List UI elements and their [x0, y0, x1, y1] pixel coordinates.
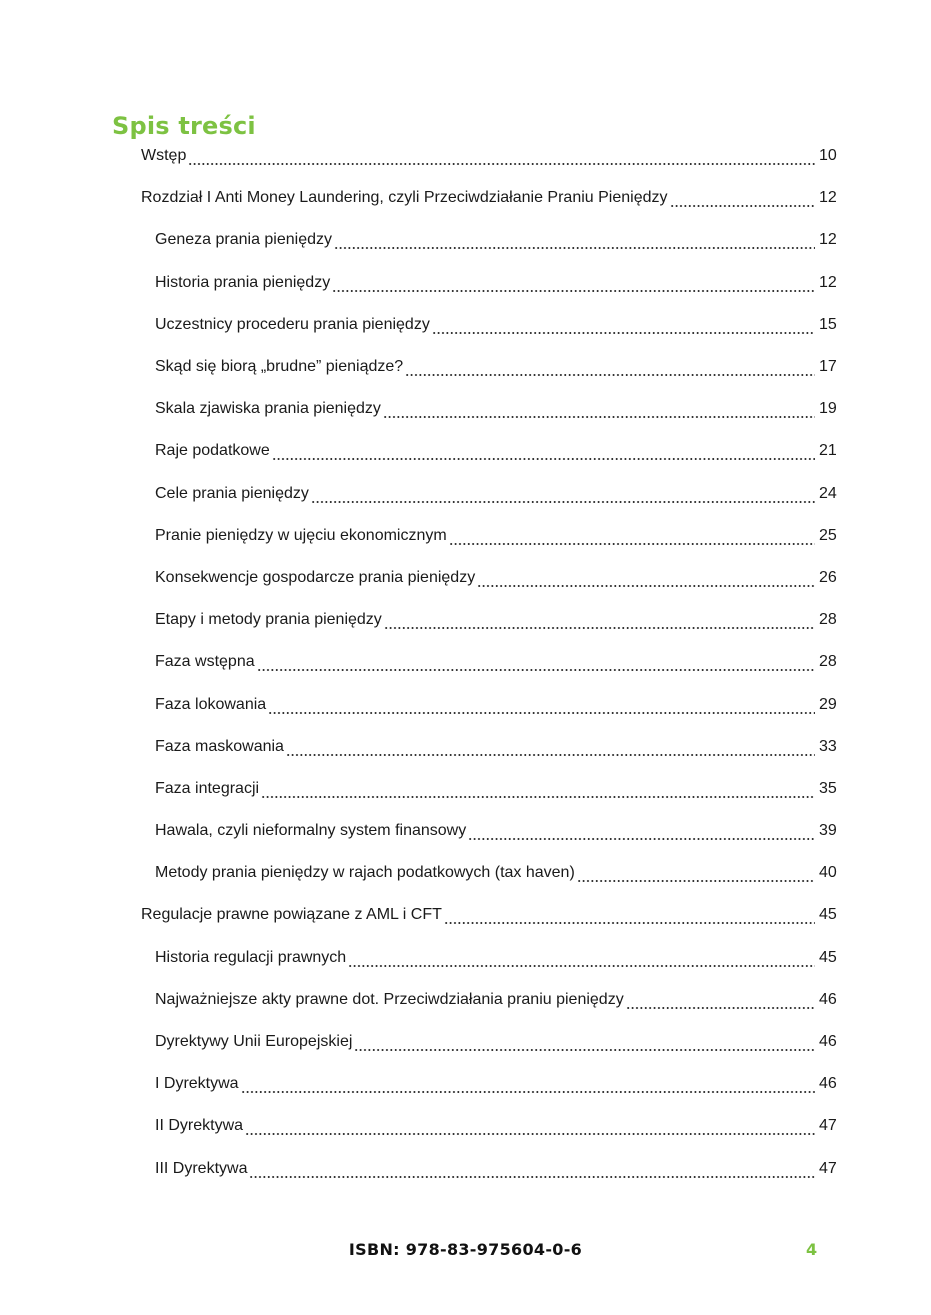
- toc-entry-title: II Dyrektywa: [155, 1117, 244, 1135]
- toc-entry-title: Faza lokowania: [155, 695, 267, 713]
- toc-entry-page: [819, 569, 931, 587]
- toc-entry-page: [819, 274, 931, 292]
- toc-entry-page: [819, 780, 931, 798]
- toc-entry[interactable]: [0, 177, 931, 219]
- toc-entry-title: Metody prania pieniędzy w rajach podatkowych (tax haven): [155, 864, 575, 882]
- toc-entry-title: Dyrektywy Unii Europejskiej: [155, 1033, 353, 1051]
- toc-entry-page: [819, 906, 931, 924]
- toc-entry-title: Pranie pieniędzy w ujęciu ekonomicznym: [155, 526, 447, 544]
- toc-page-number: 45: [819, 948, 837, 966]
- toc-entry-page: [819, 485, 931, 503]
- toc-entry[interactable]: [0, 810, 931, 852]
- toc-entry[interactable]: [0, 1105, 931, 1147]
- toc-page-number: 29: [819, 695, 837, 713]
- toc-entry-page: [819, 1075, 931, 1093]
- toc-entry[interactable]: [0, 1148, 931, 1190]
- toc-entry-page: [819, 231, 931, 249]
- dot-leader: [577, 867, 815, 883]
- toc-entry-page: [819, 822, 931, 840]
- toc-entry[interactable]: [0, 262, 931, 304]
- dot-leader: [449, 530, 815, 546]
- toc-page-number: 10: [819, 147, 837, 165]
- dot-leader: [249, 1163, 815, 1179]
- page-title: Spis treści: [112, 112, 256, 140]
- toc-page-number: 47: [819, 1159, 837, 1177]
- dot-leader: [334, 234, 815, 250]
- toc-page-number: 28: [819, 611, 837, 629]
- footer-isbn: ISBN: 978-83-975604-0-6: [348, 1240, 583, 1259]
- toc-page-number: 25: [819, 526, 837, 544]
- toc-entry-page: [819, 147, 931, 165]
- toc-entry-page: [819, 991, 931, 1009]
- toc-entry[interactable]: [0, 557, 931, 599]
- toc-page-number: 46: [819, 990, 837, 1008]
- toc-entry[interactable]: [0, 346, 931, 388]
- toc-entry-title: Hawala, czyli nieformalny system finansowy: [155, 822, 467, 840]
- toc-entry[interactable]: [0, 894, 931, 936]
- toc-entry-title: Faza wstępna: [155, 653, 255, 671]
- dot-leader: [348, 952, 815, 968]
- dot-leader: [188, 150, 815, 166]
- toc-entry-title: Regulacje prawne powiązane z AML i CFT: [141, 906, 442, 924]
- dot-leader: [354, 1036, 815, 1052]
- dot-leader: [268, 699, 815, 715]
- toc-page-number: 24: [819, 484, 837, 502]
- dot-leader: [245, 1120, 815, 1136]
- toc-entry-title: Wstęp: [141, 147, 187, 165]
- toc-page-number: 46: [819, 1075, 837, 1093]
- toc-entry-page: [819, 611, 931, 629]
- toc-page-number: 12: [819, 189, 837, 207]
- toc-page-number: 17: [819, 358, 837, 376]
- toc-entry-title: Skala zjawiska prania pieniędzy: [155, 400, 381, 418]
- toc-entry-page: [819, 527, 931, 545]
- toc-entry[interactable]: [0, 304, 931, 346]
- toc-entry[interactable]: [0, 1021, 931, 1063]
- toc-entry-title: Najważniejsze akty prawne dot. Przeciwdziałania praniu pieniędzy: [155, 990, 624, 1008]
- toc-entry-title: III Dyrektywa: [155, 1159, 248, 1177]
- toc-entry[interactable]: [0, 1063, 931, 1105]
- toc-entry-title: I Dyrektywa: [155, 1075, 239, 1093]
- toc-page-number: 15: [819, 315, 837, 333]
- table-of-contents: [0, 135, 931, 1190]
- dot-leader: [477, 572, 815, 588]
- footer-page-number: 4: [806, 1240, 818, 1259]
- toc-entry-title: Historia regulacji prawnych: [155, 948, 347, 966]
- toc-entry[interactable]: [0, 937, 931, 979]
- toc-page-number: 47: [819, 1117, 837, 1135]
- toc-page-number: 12: [819, 273, 837, 291]
- toc-entry-title: Etapy i metody prania pieniędzy: [155, 611, 382, 629]
- dot-leader: [432, 319, 815, 335]
- toc-entry[interactable]: [0, 726, 931, 768]
- toc-entry-page: [819, 1033, 931, 1051]
- dot-leader: [384, 614, 815, 630]
- toc-page-number: 35: [819, 779, 837, 797]
- toc-entry-title: Raje podatkowe: [155, 442, 270, 460]
- toc-page-number: 39: [819, 822, 837, 840]
- toc-entry[interactable]: [0, 135, 931, 177]
- toc-page-number: 45: [819, 906, 837, 924]
- dot-leader: [468, 825, 815, 841]
- toc-entry[interactable]: [0, 641, 931, 683]
- toc-entry-page: [819, 864, 931, 882]
- toc-entry-page: [819, 400, 931, 418]
- toc-entry-title: Skąd się biorą „brudne” pieniądze?: [155, 358, 404, 376]
- dot-leader: [383, 403, 815, 419]
- toc-entry-page: [819, 442, 931, 460]
- toc-entry[interactable]: [0, 768, 931, 810]
- toc-entry-page: [819, 189, 931, 207]
- toc-entry[interactable]: [0, 430, 931, 472]
- toc-page-number: 21: [819, 442, 837, 460]
- toc-entry-title: Geneza prania pieniędzy: [155, 231, 333, 249]
- dot-leader: [405, 361, 815, 377]
- toc-entry-page: [819, 1117, 931, 1135]
- dot-leader: [670, 192, 816, 208]
- toc-entry-page: [819, 738, 931, 756]
- toc-entry-page: [819, 316, 931, 334]
- toc-entry-page: [819, 653, 931, 671]
- toc-entry-page: [819, 1160, 931, 1178]
- toc-entry[interactable]: [0, 599, 931, 641]
- dot-leader: [286, 741, 815, 757]
- toc-page-number: 46: [819, 1033, 837, 1051]
- toc-entry-page: [819, 696, 931, 714]
- toc-entry-title: Konsekwencje gospodarcze prania pieniędzy: [155, 568, 476, 586]
- toc-entry-page: [819, 358, 931, 376]
- toc-entry[interactable]: [0, 473, 931, 515]
- dot-leader: [444, 909, 815, 925]
- toc-entry[interactable]: [0, 979, 931, 1021]
- toc-entry-title: Cele prania pieniędzy: [155, 484, 309, 502]
- toc-entry-page: [819, 949, 931, 967]
- toc-page-number: 40: [819, 864, 837, 882]
- toc-page-number: 19: [819, 400, 837, 418]
- dot-leader: [272, 445, 815, 461]
- toc-entry-title: Faza maskowania: [155, 737, 284, 755]
- toc-entry[interactable]: [0, 219, 931, 261]
- toc-entry-title: Faza integracji: [155, 779, 260, 797]
- toc-page-number: 26: [819, 568, 837, 586]
- toc-entry[interactable]: [0, 515, 931, 557]
- toc-entry-title: Uczestnicy procederu prania pieniędzy: [155, 315, 430, 333]
- toc-entry[interactable]: [0, 683, 931, 725]
- toc-entry[interactable]: [0, 388, 931, 430]
- dot-leader: [257, 656, 815, 672]
- dot-leader: [332, 277, 815, 293]
- toc-entry[interactable]: [0, 852, 931, 894]
- dot-leader: [261, 783, 815, 799]
- dot-leader: [626, 994, 815, 1010]
- toc-page-number: 12: [819, 231, 837, 249]
- toc-entry-title: Rozdział I Anti Money Laundering, czyli Przeciwdziałanie Praniu Pieniędzy: [141, 189, 668, 207]
- toc-page-number: 33: [819, 737, 837, 755]
- dot-leader: [241, 1078, 815, 1094]
- toc-entry-title: Historia prania pieniędzy: [155, 273, 331, 291]
- toc-page-number: 28: [819, 653, 837, 671]
- dot-leader: [311, 488, 815, 504]
